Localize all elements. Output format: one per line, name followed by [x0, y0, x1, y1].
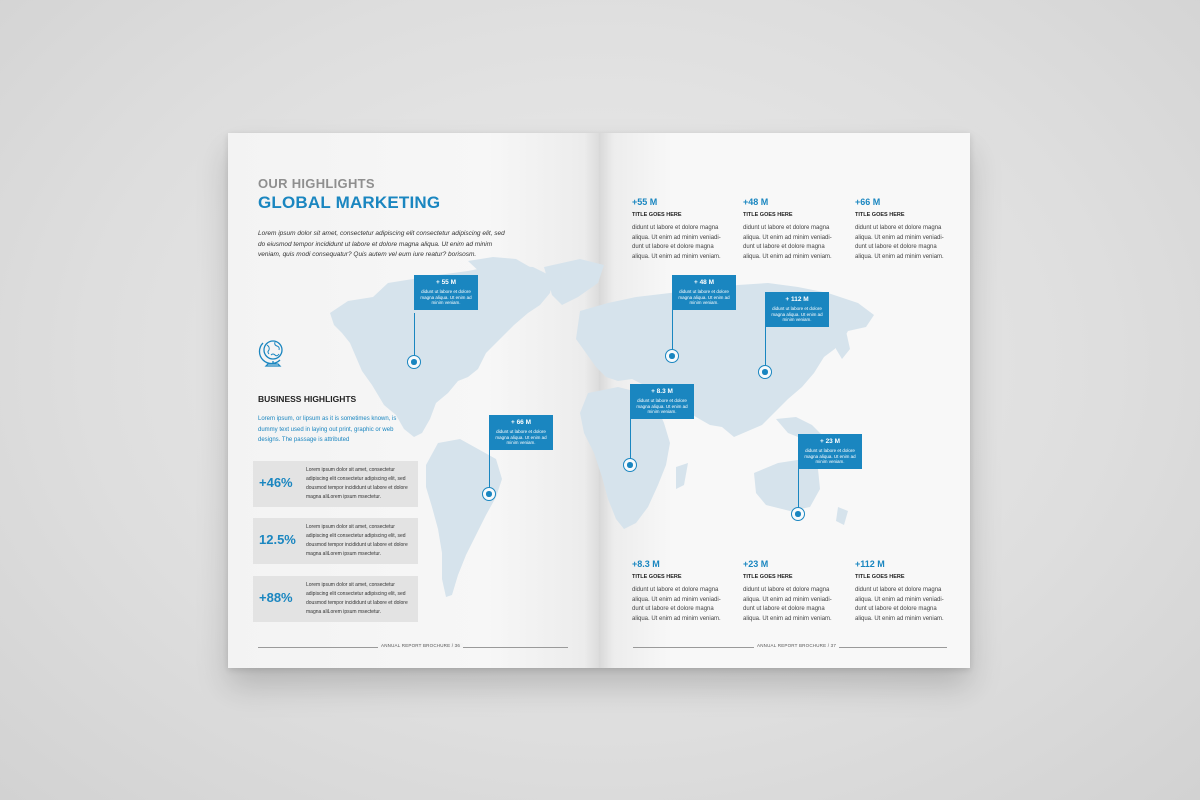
business-highlights-text: Lorem ipsum, or lipsum as it is sometimes known, is dummy text used in laying out print, graphic or web designs. The passage is attributed: [258, 416, 397, 443]
map-pin[interactable]: [758, 365, 772, 379]
flag-pole: [630, 418, 631, 463]
flag-text: didunt ut labore et dolore magna aliqua. Ut enim ad minim veniam.: [495, 429, 547, 445]
column-value: +66 M: [855, 197, 881, 207]
page-title: GLOBAL MARKETING: [258, 193, 441, 212]
flag-text: didunt ut labore et dolore magna aliqua. Ut enim ad minim veniam.: [636, 398, 688, 414]
map-flag: [798, 434, 862, 469]
stat-text: Lorem ipsum dolor sit amet, consectetur adipiscing elit consectetur adipiscing elit, sed dousmod tempor incididunt ut labore et dolore magna aliLorem ipsum msectetur.: [306, 524, 408, 557]
map-pin[interactable]: [482, 487, 496, 501]
column-value: +48 M: [743, 197, 769, 207]
world-map: [318, 253, 888, 613]
column-text: didunt ut labore et dolore magna aliqua. Ut enim ad minim veniadi-dunt ut labore et dolore magna aliqua. Ut enim ad minim veniam.: [855, 225, 944, 260]
column-title: TITLE GOES HERE: [855, 212, 905, 218]
map-pin[interactable]: [791, 507, 805, 521]
map-pin[interactable]: [623, 458, 637, 472]
page-footer: ANNUAL REPORT BROCHURE / 37: [754, 643, 839, 648]
flag-pole: [489, 446, 490, 491]
flag-text: didunt ut labore et dolore magna aliqua. Ut enim ad minim veniam.: [678, 289, 730, 305]
column-value: +8.3 M: [632, 559, 660, 569]
flag-value: + 112 M: [785, 296, 809, 303]
map-flag: [630, 384, 694, 419]
map-flag: [672, 275, 736, 310]
flag-text: didunt ut labore et dolore magna aliqua. Ut enim ad minim veniam.: [771, 306, 823, 322]
flag-pole: [798, 467, 799, 512]
column-text: didunt ut labore et dolore magna aliqua. Ut enim ad minim veniadi-dunt ut labore et dolore magna aliqua. Ut enim ad minim veniam.: [632, 587, 721, 622]
map-flag: [765, 292, 829, 327]
flag-text: didunt ut labore et dolore magna aliqua. Ut enim ad minim veniam.: [804, 448, 856, 464]
flag-pole: [672, 308, 673, 353]
column-value: +23 M: [743, 559, 769, 569]
flag-pole: [414, 313, 415, 358]
stat-value: +46%: [259, 475, 293, 490]
flag-value: + 23 M: [819, 438, 841, 445]
flag-pole: [765, 325, 766, 370]
column-text: didunt ut labore et dolore magna aliqua. Ut enim ad minim veniadi-dunt ut labore et dolore magna aliqua. Ut enim ad minim veniam.: [855, 587, 944, 622]
stat-value: 12.5%: [259, 532, 296, 547]
brochure-spread: [228, 133, 970, 668]
flag-text: didunt ut labore et dolore magna aliqua. Ut enim ad minim veniam.: [420, 289, 472, 305]
intro-paragraph: Lorem ipsum dolor sit amet, consectetur adipiscing elit consectetur adipiscing elit, sed do eiusmod tempor incididunt ut labore et dolore magna aliqua. Ut enim ad minim veniam, quis modi consequatur? Quis autem vel eum iure reatur? borisosm.: [258, 230, 505, 258]
globe-icon: [258, 338, 288, 368]
column-title: TITLE GOES HERE: [855, 574, 905, 580]
map-flag: [414, 275, 478, 310]
flag-value: + 55 M: [435, 279, 457, 286]
business-highlights-title: BUSINESS HIGHLIGHTS: [258, 394, 357, 404]
stat-text: Lorem ipsum dolor sit amet, consectetur adipiscing elit consectetur adipiscing elit, sed dousmod tempor incididunt ut labore et dolore magna aliLorem ipsum msectetur.: [306, 467, 408, 500]
stat-value: +88%: [259, 590, 293, 605]
column-value: +55 M: [632, 197, 658, 207]
column-title: TITLE GOES HERE: [743, 574, 793, 580]
map-pin[interactable]: [407, 355, 421, 369]
column-title: TITLE GOES HERE: [632, 212, 682, 218]
column-text: didunt ut labore et dolore magna aliqua. Ut enim ad minim veniadi-dunt ut labore et dolore magna aliqua. Ut enim ad minim veniam.: [743, 225, 832, 260]
map-pin[interactable]: [665, 349, 679, 363]
map-flag: [489, 415, 553, 450]
flag-value: + 66 M: [510, 419, 532, 426]
stat-text: Lorem ipsum dolor sit amet, consectetur adipiscing elit consectetur adipiscing elit, sed dousmod tempor incididunt ut labore et dolore magna aliLorem ipsum msectetur.: [306, 582, 408, 615]
section-kicker: OUR HIGHLIGHTS: [258, 176, 375, 191]
flag-value: + 8.3 M: [651, 388, 673, 395]
column-text: didunt ut labore et dolore magna aliqua. Ut enim ad minim veniadi-dunt ut labore et dolore magna aliqua. Ut enim ad minim veniam.: [632, 225, 721, 260]
flag-value: + 48 M: [693, 279, 715, 286]
column-title: TITLE GOES HERE: [743, 212, 793, 218]
page-footer: ANNUAL REPORT BROCHURE / 36: [378, 643, 463, 648]
column-title: TITLE GOES HERE: [632, 574, 682, 580]
column-text: didunt ut labore et dolore magna aliqua. Ut enim ad minim veniadi-dunt ut labore et dolore magna aliqua. Ut enim ad minim veniam.: [743, 587, 832, 622]
column-value: +112 M: [855, 559, 885, 569]
